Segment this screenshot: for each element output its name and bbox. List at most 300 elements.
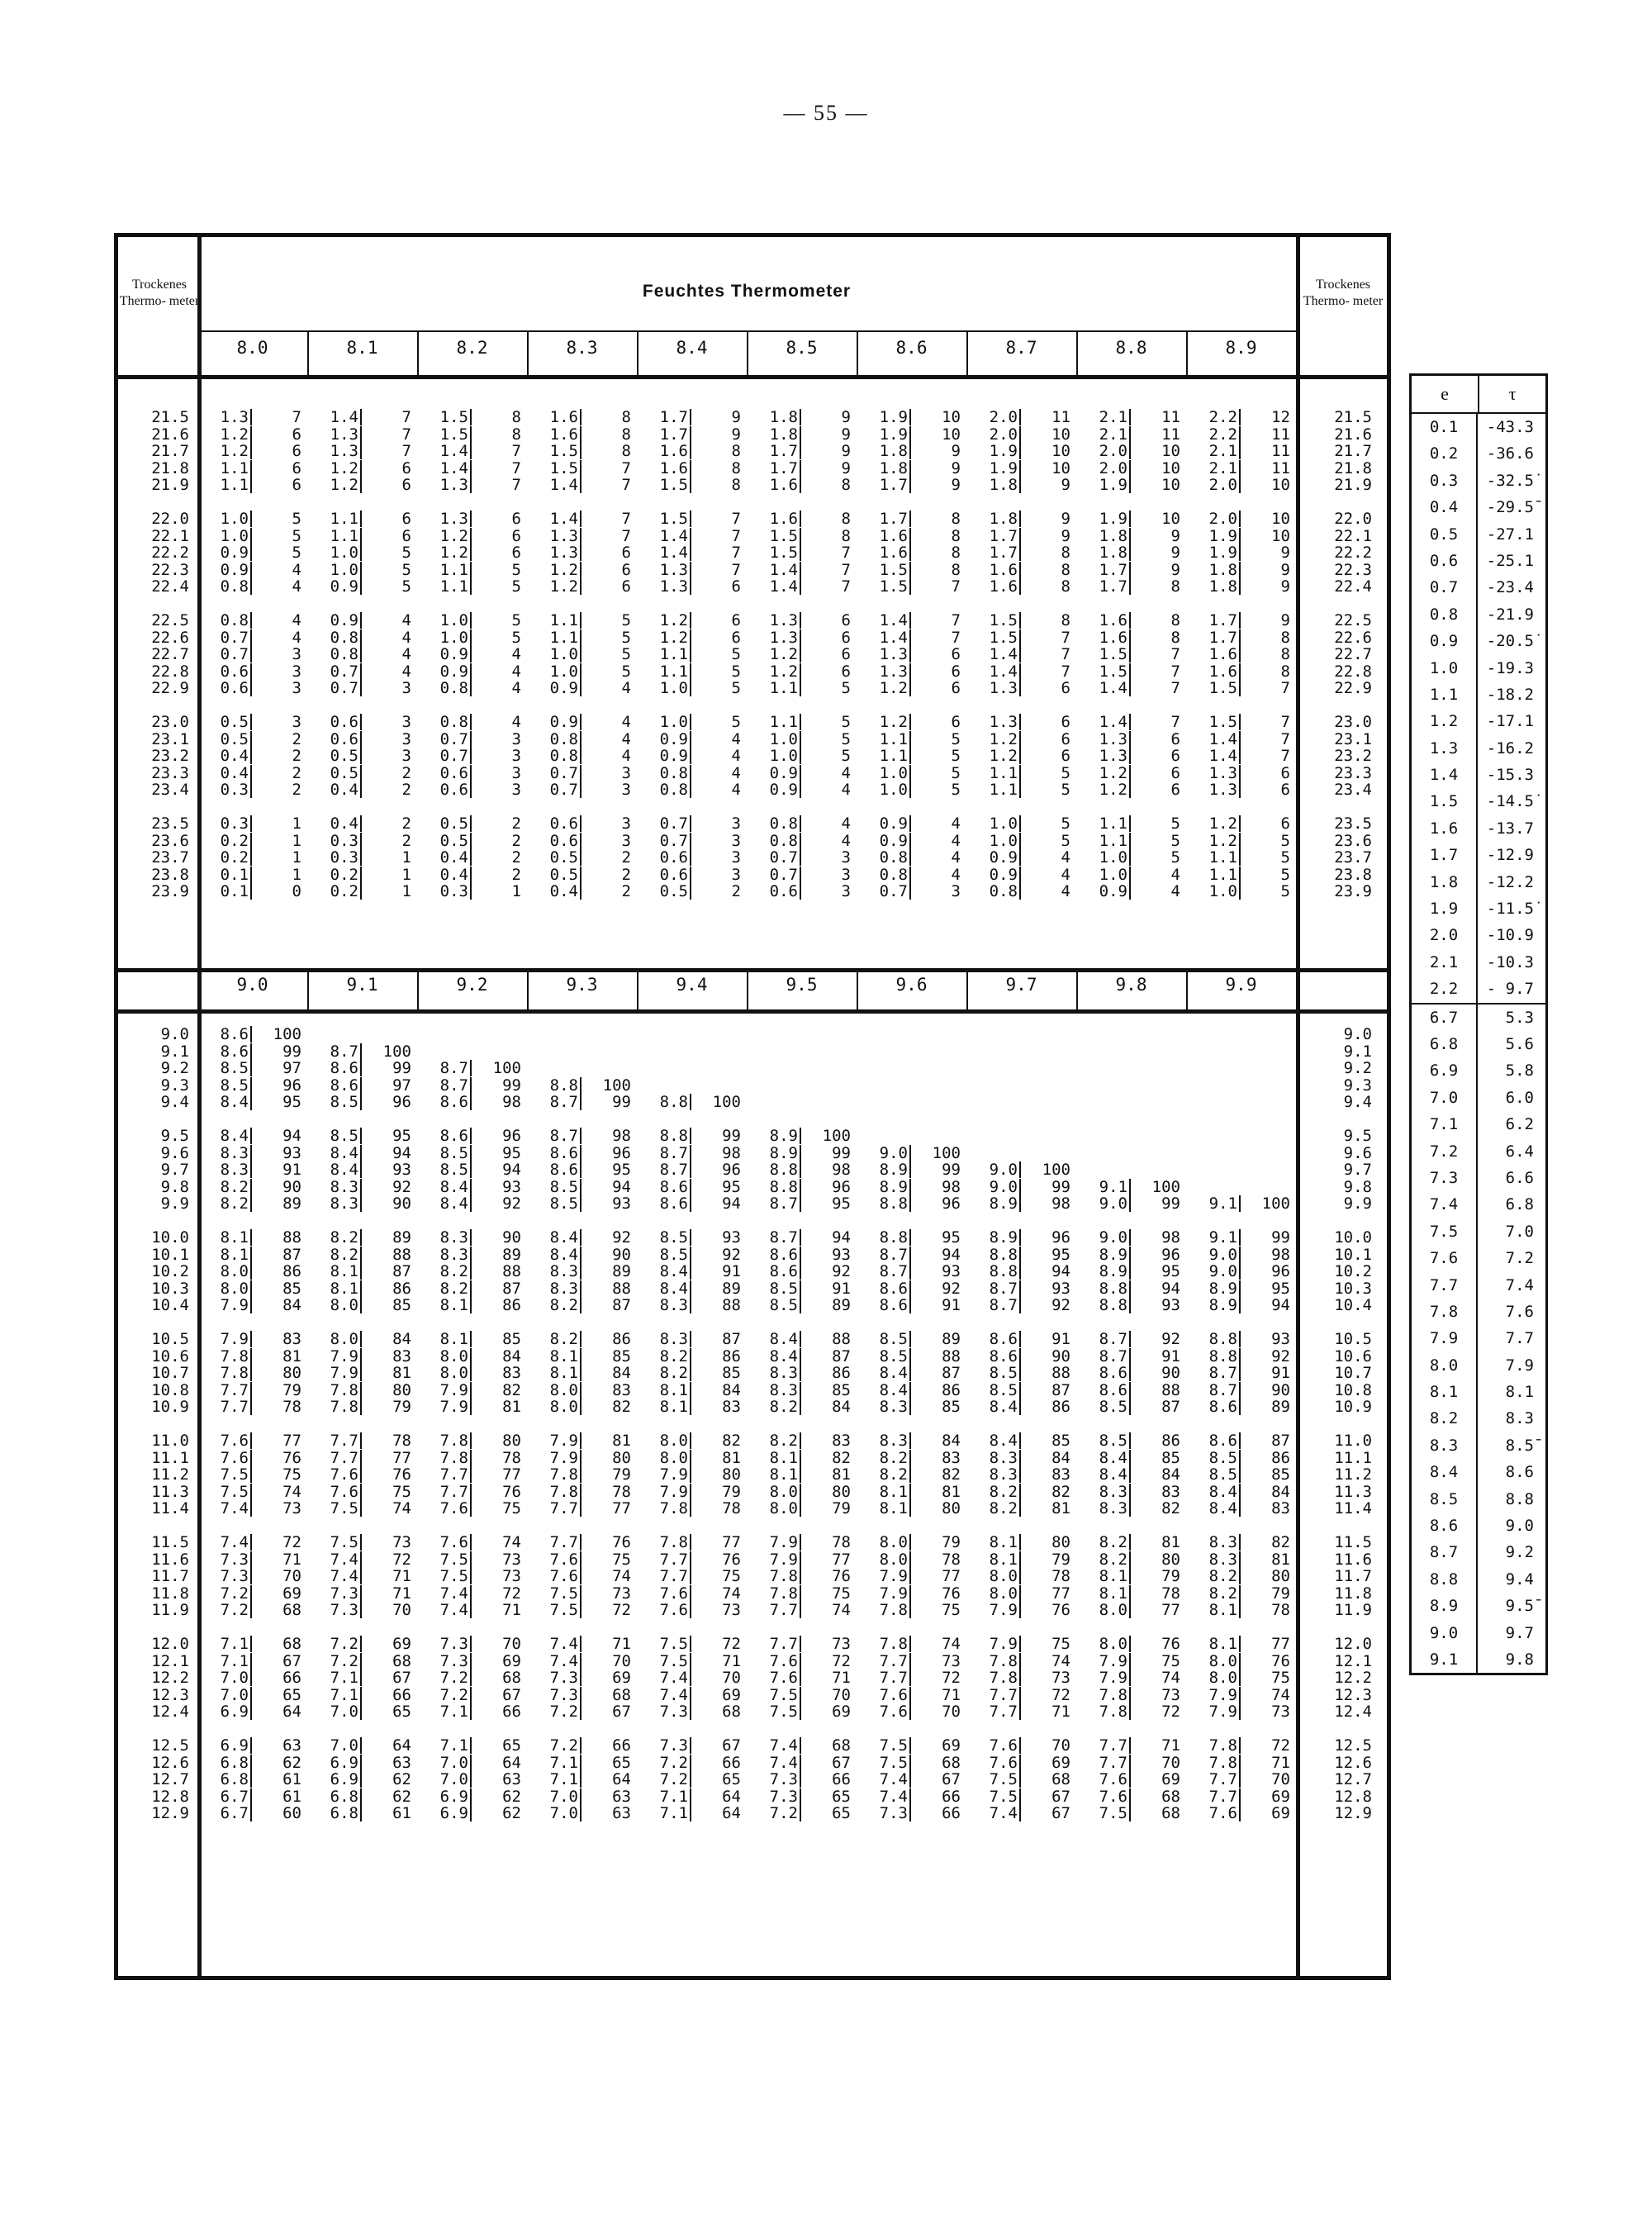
humidity-value: 5 (1280, 882, 1290, 900)
side-e-value: 8.4 (1412, 1459, 1478, 1485)
wet-value: 8.4 (427, 1179, 472, 1195)
wet-value: 0.7 (427, 731, 472, 748)
lower-row-label: 9.0 (160, 1025, 189, 1043)
wet-value: 1.1 (757, 680, 801, 696)
humidity-value: 9 (951, 458, 961, 477)
side-e-value: 7.9 (1412, 1325, 1478, 1351)
page-number: — 55 — (783, 101, 869, 125)
lower-row-label: 11.6 (151, 1550, 189, 1569)
wet-value: 0.9 (757, 781, 801, 798)
wet-value: 0.2 (317, 883, 362, 900)
humidity-value: 94 (942, 1245, 961, 1264)
humidity-value: 77 (1271, 1635, 1290, 1653)
side-tau-value: 8.8 (1505, 1489, 1534, 1508)
wet-value: 1.3 (1196, 781, 1241, 798)
humidity-value: 79 (722, 1482, 741, 1501)
wet-value: 0.7 (757, 849, 801, 866)
humidity-value: 7 (841, 544, 851, 562)
wet-value: 0.8 (427, 680, 472, 696)
wet-value: 7.5 (757, 1687, 801, 1703)
wet-value: 8.2 (207, 1179, 252, 1195)
lower-row-label-right: 12.8 (1334, 1787, 1372, 1806)
wet-value: 7.8 (1086, 1687, 1131, 1703)
lower-row-label: 10.1 (151, 1245, 189, 1264)
humidity-value: 98 (1161, 1228, 1180, 1247)
humidity-value: 88 (722, 1296, 741, 1314)
side-table-row (1412, 1138, 1545, 1165)
lower-row-label-right: 10.1 (1334, 1245, 1372, 1264)
wet-value: 8.4 (207, 1094, 252, 1110)
wet-value: 8.7 (757, 1195, 801, 1212)
wet-value: 0.5 (207, 714, 252, 730)
humidity-value: 69 (1271, 1804, 1290, 1822)
wet-value: 8.1 (207, 1247, 252, 1263)
humidity-value: 77 (722, 1533, 741, 1551)
lower-row-label: 10.0 (151, 1228, 189, 1247)
humidity-value: 9 (841, 458, 851, 477)
wet-value: 1.5 (427, 409, 472, 425)
dry-thermometer-header-right: Trockenes Thermo- meter (1303, 278, 1384, 308)
humidity-value: 72 (502, 1584, 521, 1603)
humidity-value: 84 (832, 1398, 851, 1416)
humidity-value: 93 (942, 1262, 961, 1280)
lower-row-label: 12.2 (151, 1669, 189, 1687)
wet-value: 0.1 (207, 867, 252, 883)
humidity-value: 2 (621, 865, 631, 884)
upper-row-label: 22.8 (151, 662, 189, 681)
humidity-value: 62 (392, 1787, 411, 1806)
humidity-value: 7 (621, 526, 631, 545)
humidity-value: 67 (832, 1753, 851, 1772)
humidity-value: 8 (951, 560, 961, 579)
lower-row-label-right: 11.3 (1334, 1482, 1372, 1501)
wet-value: 0.6 (207, 680, 252, 696)
humidity-value: 75 (1051, 1635, 1070, 1653)
wet-value: 1.4 (1196, 731, 1241, 748)
side-tau-value: -10.3 (1486, 952, 1534, 971)
side-tau-value: 8.1 (1505, 1383, 1534, 1402)
humidity-value: 4 (292, 628, 301, 647)
upper-row-label-right: 22.0 (1334, 510, 1372, 528)
side-e-value: 9.1 (1412, 1646, 1478, 1673)
lower-row-label-right: 9.5 (1343, 1127, 1372, 1145)
wet-value: 8.6 (866, 1297, 911, 1313)
side-table-row (1412, 1003, 1545, 1031)
humidity-value: 6 (1061, 713, 1070, 731)
humidity-value: 5 (1280, 831, 1290, 850)
side-tau-value: 8.3 (1505, 1409, 1534, 1428)
humidity-value: 73 (832, 1635, 851, 1653)
wet-value: 0.7 (427, 748, 472, 764)
wet-value: 8.0 (1196, 1669, 1241, 1686)
humidity-value: 87 (1161, 1398, 1180, 1416)
humidity-value: 6 (511, 526, 521, 545)
wet-value: 1.7 (757, 460, 801, 477)
wet-value: 7.6 (976, 1737, 1021, 1754)
humidity-value: 70 (942, 1703, 961, 1721)
humidity-value: 95 (502, 1143, 521, 1162)
wet-value: 9.0 (1086, 1229, 1131, 1246)
humidity-value: 86 (832, 1364, 851, 1382)
humidity-value: 86 (1271, 1448, 1290, 1467)
wet-value: 8.7 (1086, 1331, 1131, 1347)
wet-value: 8.6 (537, 1145, 582, 1161)
humidity-value: 100 (273, 1025, 301, 1043)
humidity-value: 95 (1051, 1245, 1070, 1264)
humidity-value: 4 (401, 645, 411, 663)
wet-value: 8.7 (427, 1060, 472, 1076)
wet-value: 7.8 (757, 1568, 801, 1584)
wet-value: 0.6 (427, 765, 472, 781)
side-e-value: 8.0 (1412, 1352, 1478, 1379)
wet-value: 0.7 (317, 680, 362, 696)
humidity-value: 7 (511, 442, 521, 460)
humidity-value: 7 (1280, 747, 1290, 765)
humidity-value: 11 (1161, 425, 1180, 444)
lower-row-label-right: 12.9 (1334, 1804, 1372, 1822)
humidity-value: 5 (1061, 815, 1070, 833)
wet-value: 7.8 (866, 1636, 911, 1652)
humidity-value: 68 (832, 1736, 851, 1755)
humidity-value: 5 (401, 577, 411, 596)
wet-value: 1.1 (647, 663, 691, 680)
humidity-value: 98 (612, 1127, 631, 1145)
wet-value: 1.2 (427, 528, 472, 544)
side-table-row (1412, 628, 1545, 654)
humidity-value: 8 (951, 544, 961, 562)
humidity-value: 8 (1061, 560, 1070, 579)
wet-value: 7.3 (537, 1669, 582, 1686)
humidity-value: 100 (602, 1076, 631, 1095)
wet-value: 8.4 (1086, 1466, 1131, 1483)
side-tau-value: -19.3 (1486, 658, 1534, 677)
wet-value: 1.1 (976, 765, 1021, 781)
wet-value: 8.7 (866, 1263, 911, 1280)
humidity-value: 83 (942, 1448, 961, 1467)
humidity-value: 1 (292, 815, 301, 833)
upper-row-label-right: 21.9 (1334, 476, 1372, 494)
wet-value: 8.0 (1196, 1653, 1241, 1669)
wet-value: 8.8 (866, 1195, 911, 1212)
humidity-value: 85 (612, 1346, 631, 1365)
humidity-value: 10 (1161, 510, 1180, 528)
humidity-value: 6 (1280, 763, 1290, 782)
label-column-divider (197, 237, 202, 1976)
wet-value: 1.0 (1086, 849, 1131, 866)
humidity-value: 65 (832, 1787, 851, 1806)
wet-value: 1.3 (207, 409, 252, 425)
wet-value: 0.9 (207, 562, 252, 578)
wet-value: 8.1 (757, 1450, 801, 1466)
wet-value: 7.0 (537, 1805, 582, 1821)
side-tau-value: -13.7 (1486, 819, 1534, 838)
wet-value: 8.3 (537, 1280, 582, 1297)
wet-value: 8.3 (427, 1247, 472, 1263)
wet-value: 1.5 (427, 426, 472, 443)
humidity-value: 3 (731, 848, 741, 867)
humidity-value: 9 (731, 408, 741, 426)
wet-value: 7.5 (207, 1484, 252, 1500)
wet-value: 7.1 (537, 1755, 582, 1771)
upper-col-header: 8.6 (895, 338, 928, 358)
humidity-value: 86 (1161, 1432, 1180, 1450)
wet-value: 1.2 (866, 714, 911, 730)
humidity-value: 97 (282, 1059, 301, 1077)
wet-value: 0.9 (317, 612, 362, 629)
humidity-value: 84 (392, 1330, 411, 1348)
side-e-value: 0.4 (1412, 494, 1478, 520)
humidity-value: 77 (1161, 1601, 1180, 1619)
humidity-value: 69 (722, 1685, 741, 1704)
humidity-value: 3 (511, 781, 521, 799)
humidity-value: 7 (621, 458, 631, 477)
humidity-value: 70 (1051, 1736, 1070, 1755)
lower-row-label-right: 9.6 (1343, 1143, 1372, 1162)
side-table-row (1412, 1325, 1545, 1351)
side-e-value: 0.1 (1412, 414, 1478, 440)
humidity-value: 94 (1271, 1296, 1290, 1314)
wet-value: 7.7 (537, 1500, 582, 1517)
vapor-pressure-dewpoint-table (1409, 373, 1548, 1675)
wet-value: 8.2 (537, 1331, 582, 1347)
wet-value: 8.2 (317, 1229, 362, 1246)
humidity-value: 10 (1271, 510, 1290, 528)
humidity-value: 64 (282, 1703, 301, 1721)
wet-value: 7.7 (757, 1636, 801, 1652)
upper-row-label: 22.6 (151, 628, 189, 647)
humidity-value: 9 (1061, 510, 1070, 528)
humidity-value: 100 (1261, 1194, 1290, 1213)
side-table-row (1412, 1165, 1545, 1191)
wet-value: 8.2 (1196, 1585, 1241, 1602)
wet-value: 7.8 (757, 1585, 801, 1602)
wet-value: 7.3 (207, 1551, 252, 1568)
wet-value: 7.2 (647, 1771, 691, 1788)
wet-value: 1.2 (757, 663, 801, 680)
side-e-value: 7.0 (1412, 1085, 1478, 1111)
humidity-value: 6 (621, 560, 631, 579)
wet-value: 8.4 (866, 1365, 911, 1381)
wet-value: 7.3 (757, 1771, 801, 1788)
lower-row-label-right: 10.3 (1334, 1279, 1372, 1298)
wet-value: 8.5 (207, 1077, 252, 1094)
humidity-value: 81 (282, 1346, 301, 1365)
humidity-value: 4 (1170, 865, 1180, 884)
side-table-row (1412, 895, 1545, 922)
humidity-value: 96 (1271, 1262, 1290, 1280)
upper-row-label-right: 22.1 (1334, 526, 1372, 545)
wet-value: 8.3 (1086, 1500, 1131, 1517)
wet-value: 1.1 (866, 748, 911, 764)
humidity-value: 7 (1170, 679, 1180, 697)
humidity-value: 80 (832, 1482, 851, 1501)
wet-value: 7.9 (647, 1466, 691, 1483)
wet-value: 7.8 (427, 1450, 472, 1466)
humidity-value: 6 (951, 713, 961, 731)
side-table-row (1412, 1513, 1545, 1539)
humidity-value: 89 (942, 1330, 961, 1348)
wet-value: 8.7 (757, 1229, 801, 1246)
wet-value: 1.1 (647, 646, 691, 663)
humidity-value: 86 (612, 1330, 631, 1348)
humidity-value: 3 (731, 865, 741, 884)
wet-value: 0.7 (537, 781, 582, 798)
humidity-value: 90 (1271, 1380, 1290, 1399)
humidity-value: 99 (1271, 1228, 1290, 1247)
humidity-value: 8 (731, 442, 741, 460)
wet-value: 7.1 (647, 1805, 691, 1821)
wet-value: 8.2 (866, 1466, 911, 1483)
humidity-value: 61 (282, 1787, 301, 1806)
humidity-value: 80 (282, 1364, 301, 1382)
lower-row-label: 11.2 (151, 1465, 189, 1484)
humidity-value: 6 (731, 577, 741, 596)
wet-value: 8.9 (1086, 1247, 1131, 1263)
wet-value: 1.3 (647, 562, 691, 578)
wet-value: 7.2 (207, 1602, 252, 1618)
humidity-value: 3 (401, 713, 411, 731)
wet-value: 7.9 (207, 1297, 252, 1313)
wet-value: 0.6 (647, 867, 691, 883)
wet-value: 8.3 (976, 1450, 1021, 1466)
wet-value: 1.7 (1086, 578, 1131, 595)
wet-value: 8.4 (1196, 1500, 1241, 1517)
wet-value: 1.2 (647, 629, 691, 646)
wet-value: 1.1 (1196, 867, 1241, 883)
wet-value: 0.5 (537, 849, 582, 866)
humidity-value: 10 (1161, 442, 1180, 460)
wet-value: 1.0 (647, 680, 691, 696)
wet-value: 1.4 (1086, 680, 1131, 696)
humidity-value: 99 (722, 1127, 741, 1145)
wet-value: 0.5 (207, 731, 252, 748)
humidity-value: 65 (612, 1753, 631, 1772)
side-tau-value: 6.8 (1505, 1195, 1534, 1214)
humidity-value: 4 (951, 815, 961, 833)
wet-value: 8.4 (757, 1331, 801, 1347)
wet-value: 8.0 (427, 1365, 472, 1381)
side-e-value: 8.8 (1412, 1566, 1478, 1593)
humidity-value: 61 (282, 1770, 301, 1788)
side-tau-value: 6.0 (1505, 1088, 1534, 1107)
wet-value: 8.2 (976, 1484, 1021, 1500)
side-table-row (1412, 1379, 1545, 1405)
humidity-value: 70 (722, 1669, 741, 1687)
humidity-value: 100 (382, 1042, 411, 1061)
wet-value: 8.1 (427, 1331, 472, 1347)
side-tau-value: 7.9 (1505, 1356, 1534, 1375)
humidity-value: 73 (392, 1533, 411, 1551)
wet-value: 8.1 (317, 1280, 362, 1297)
humidity-value: 3 (621, 763, 631, 782)
wet-value: 0.8 (317, 646, 362, 663)
lower-row-label: 9.6 (160, 1143, 189, 1162)
humidity-value: 62 (392, 1770, 411, 1788)
humidity-value: 0 (292, 882, 301, 900)
humidity-value: 65 (502, 1736, 521, 1755)
humidity-value: 83 (1161, 1482, 1180, 1501)
side-e-value: 8.3 (1412, 1432, 1478, 1459)
humidity-value: 5 (951, 763, 961, 782)
humidity-value: 7 (731, 510, 741, 528)
side-table-row (1412, 1352, 1545, 1379)
humidity-value: 3 (401, 729, 411, 748)
humidity-value: 80 (942, 1499, 961, 1517)
wet-value: 1.6 (976, 578, 1021, 595)
humidity-value: 64 (392, 1736, 411, 1755)
wet-value: 1.7 (1196, 612, 1241, 629)
wet-value: 1.8 (976, 511, 1021, 527)
wet-value: 0.5 (647, 883, 691, 900)
humidity-value: 1 (511, 882, 521, 900)
lower-row-label: 9.3 (160, 1076, 189, 1095)
wet-value: 7.1 (427, 1703, 472, 1720)
wet-value: 8.2 (1196, 1568, 1241, 1584)
wet-value: 8.5 (1086, 1432, 1131, 1449)
humidity-value: 100 (822, 1127, 851, 1145)
wet-value: 1.8 (866, 443, 911, 459)
humidity-value: 4 (401, 611, 411, 629)
wet-value: 1.3 (317, 443, 362, 459)
upper-row-label: 22.0 (151, 510, 189, 528)
lower-row-label-right: 11.2 (1334, 1465, 1372, 1484)
side-e-value: 7.3 (1412, 1165, 1478, 1191)
side-tau-value: -10.9 (1486, 926, 1534, 945)
side-tau-value: -12.9 (1486, 846, 1534, 865)
humidity-value: 60 (282, 1804, 301, 1822)
humidity-value: 6 (1280, 815, 1290, 833)
humidity-value: 10 (942, 408, 961, 426)
humidity-value: 3 (401, 747, 411, 765)
lower-row-label: 11.1 (151, 1448, 189, 1467)
humidity-value: 86 (392, 1279, 411, 1298)
humidity-value: 67 (502, 1685, 521, 1704)
wet-value: 1.7 (1086, 562, 1131, 578)
wet-value: 6.7 (207, 1805, 252, 1821)
humidity-value: 89 (722, 1279, 741, 1298)
humidity-value: 71 (282, 1550, 301, 1569)
wet-value: 8.5 (976, 1365, 1021, 1381)
side-table-row (1412, 1405, 1545, 1432)
side-e-value: 0.2 (1412, 440, 1478, 467)
lower-col-header: 9.2 (456, 975, 488, 995)
side-e-value: 1.5 (1412, 788, 1478, 815)
humidity-value: 67 (282, 1651, 301, 1670)
humidity-value: 82 (612, 1398, 631, 1416)
wet-value: 8.1 (866, 1484, 911, 1500)
wet-value: 0.7 (647, 833, 691, 849)
wet-value: 8.1 (537, 1365, 582, 1381)
lower-row-label-right: 10.2 (1334, 1262, 1372, 1280)
humidity-value: 93 (612, 1194, 631, 1213)
wet-value: 7.1 (537, 1771, 582, 1788)
humidity-value: 5 (292, 544, 301, 562)
wet-value: 6.9 (317, 1771, 362, 1788)
wet-value: 1.0 (317, 562, 362, 578)
humidity-value: 8 (951, 526, 961, 545)
upper-row-label: 22.5 (151, 611, 189, 629)
humidity-value: 72 (1161, 1703, 1180, 1721)
humidity-value: 4 (731, 781, 741, 799)
wet-value: 8.6 (647, 1179, 691, 1195)
upper-row-label-right: 22.7 (1334, 645, 1372, 663)
wet-value: 7.1 (207, 1636, 252, 1652)
humidity-value: 66 (612, 1736, 631, 1755)
humidity-value: 72 (942, 1669, 961, 1687)
wet-value: 7.4 (757, 1737, 801, 1754)
humidity-value: 96 (282, 1076, 301, 1095)
humidity-value: 11 (1161, 408, 1180, 426)
